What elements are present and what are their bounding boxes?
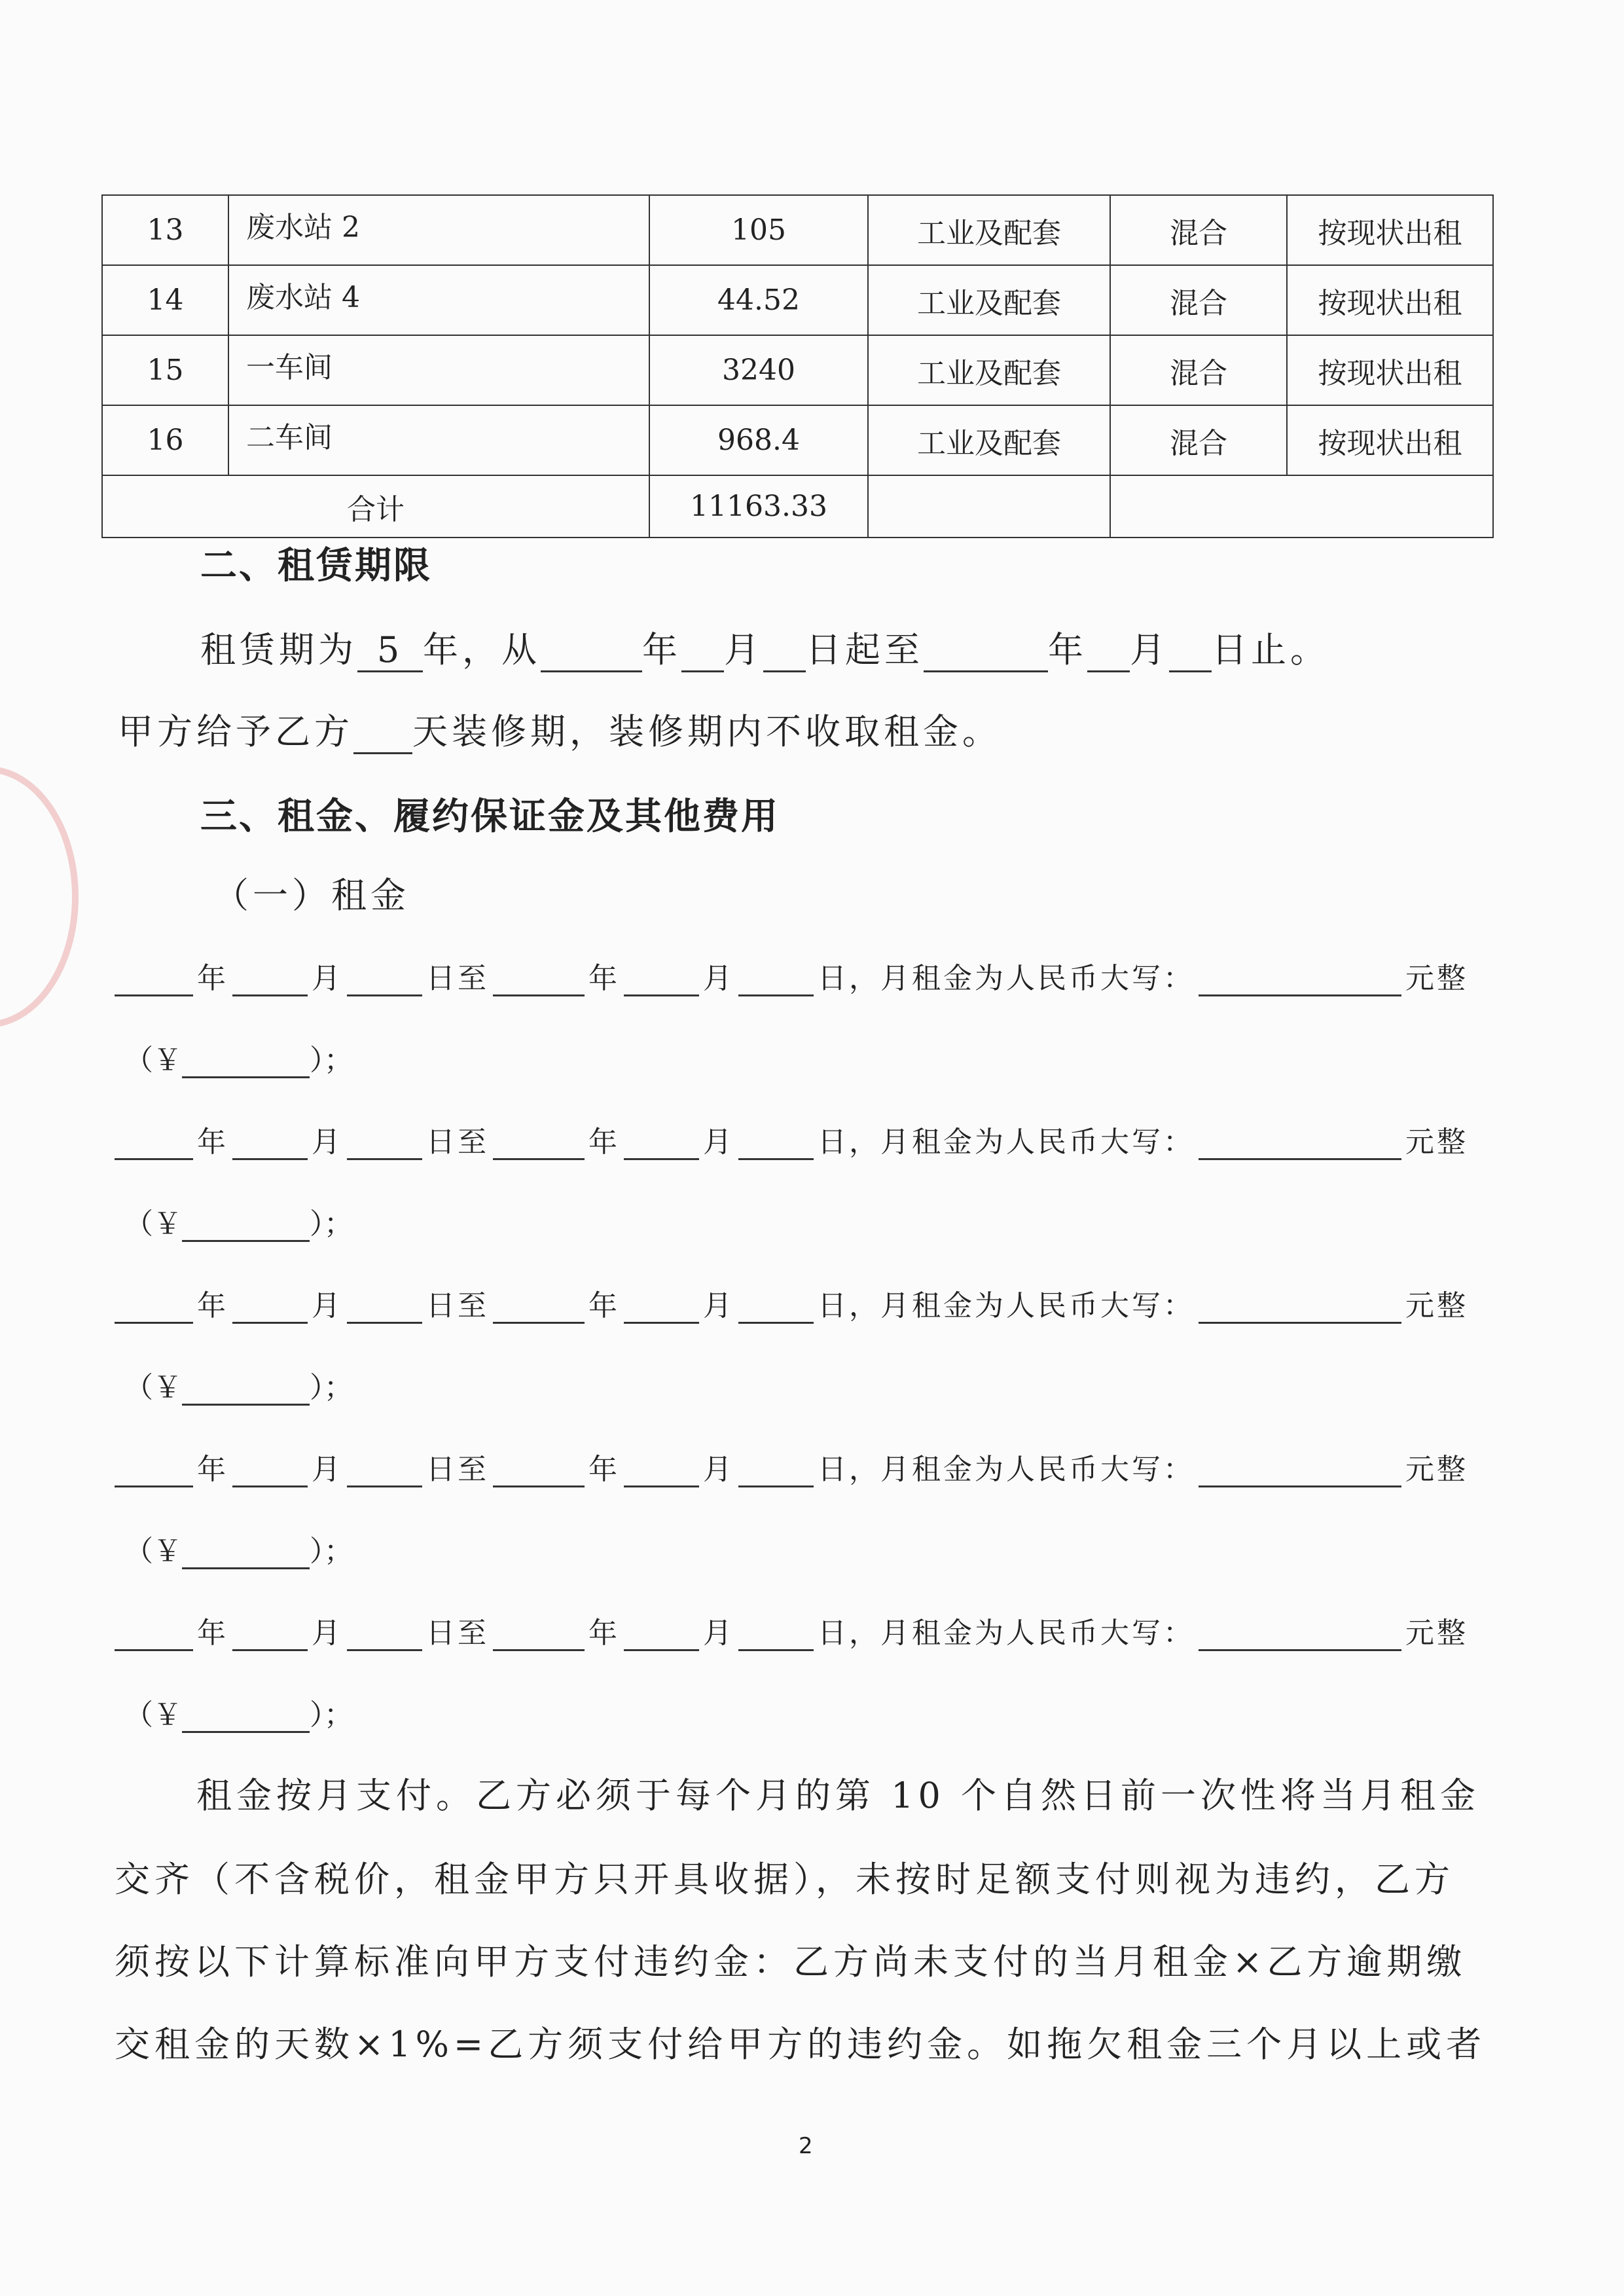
rent-period-line [115, 1285, 1506, 1324]
section-2-heading: 二、租赁期限 [200, 544, 432, 587]
rent-line-label: 日，月租金为人民币大写： [818, 1453, 1195, 1486]
rent-subheading: （一）租金 [213, 875, 410, 916]
fill-blank [1199, 964, 1401, 996]
area-cell: 3240 [649, 335, 868, 405]
fill-blank [115, 1292, 193, 1324]
usage-cell: 工业及配套 [868, 195, 1110, 265]
usage-cell: 工业及配套 [868, 335, 1110, 405]
rent-line-label: 年 [197, 1125, 228, 1159]
fill-blank [1199, 1128, 1401, 1160]
lease-method-cell: 按现状出租 [1287, 405, 1493, 475]
rent-line-label: 元整 [1405, 1289, 1468, 1322]
rent-line-label: 月 [703, 1289, 734, 1322]
rent-amount-line [124, 1530, 353, 1569]
section-3-heading: 三、租金、履约保证金及其他费用 [200, 795, 780, 838]
rent-period-line [115, 1448, 1506, 1487]
yen-open: （￥ [124, 1044, 182, 1077]
type-cell: 混合 [1110, 265, 1287, 335]
rent-line-label: 元整 [1405, 962, 1468, 995]
area-cell: 44.52 [649, 265, 868, 335]
seal-stamp-remnant [0, 766, 79, 1028]
fill-blank [493, 964, 585, 996]
lease-method-cell: 按现状出租 [1287, 265, 1493, 335]
fill-blank [1199, 1619, 1401, 1651]
rent-line-label: 日，月租金为人民币大写： [818, 962, 1195, 995]
start-year-blank [541, 638, 642, 672]
amount-blank [182, 1701, 310, 1733]
fill-blank [493, 1292, 585, 1324]
body-text-line: 交租金的天数×1%=乙方须支付给甲方的违约金。如拖欠租金三个月以上或者 [115, 2024, 1487, 2065]
start-day-label: 日起至 [806, 629, 924, 670]
area-cell: 105 [649, 195, 868, 265]
rent-line-label: 日至 [426, 1289, 489, 1322]
rent-line-label: 元整 [1405, 1125, 1468, 1159]
type-cell: 混合 [1110, 195, 1287, 265]
yen-close: ）； [310, 1207, 353, 1241]
yen-close: ）； [310, 1044, 353, 1077]
rent-line-label: 年 [588, 1616, 620, 1650]
end-month-blank [1087, 638, 1130, 672]
start-month-label: 月 [724, 629, 763, 670]
type-cell: 混合 [1110, 405, 1287, 475]
property-table [101, 194, 1494, 538]
lease-term-line [200, 622, 1329, 672]
fill-blank [738, 1619, 814, 1651]
rent-amount-line [124, 1366, 353, 1406]
type-cell: 混合 [1110, 335, 1287, 405]
row-number-cell: 16 [102, 405, 228, 475]
renovation-days-blank [353, 720, 412, 754]
amount-blank [182, 1537, 310, 1569]
yen-open: （￥ [124, 1371, 182, 1404]
row-number-cell: 15 [102, 335, 228, 405]
end-year-blank [924, 638, 1048, 672]
fill-blank [115, 1455, 193, 1487]
fill-blank [347, 1292, 422, 1324]
building-name-cell: 废水站 4 [228, 265, 649, 335]
building-name-cell: 一车间 [228, 335, 649, 405]
fill-blank [738, 964, 814, 996]
fill-blank [493, 1619, 585, 1651]
yen-open: （￥ [124, 1207, 182, 1241]
term-years: 5 [357, 629, 423, 672]
rent-line-label: 年 [197, 1453, 228, 1486]
fill-blank [115, 1128, 193, 1160]
row-number-cell: 13 [102, 195, 228, 265]
rent-line-label: 年 [588, 1289, 620, 1322]
start-month-blank [681, 638, 724, 672]
fill-blank [232, 1292, 308, 1324]
rent-line-label: 月 [312, 1453, 343, 1486]
rent-line-label: 月 [312, 1289, 343, 1322]
rent-line-label: 日至 [426, 962, 489, 995]
rent-line-label: 年 [588, 1125, 620, 1159]
start-year-label: 年 [642, 629, 681, 670]
building-name-cell: 二车间 [228, 405, 649, 475]
total-label: 合计 [102, 475, 649, 538]
body-text-line: 交齐（不含税价，租金甲方只开具收据），未按时足额支付则视为违约，乙方 [115, 1859, 1454, 1900]
fill-blank [738, 1292, 814, 1324]
rent-line-label: 月 [703, 1125, 734, 1159]
fill-blank [493, 1128, 585, 1160]
rent-line-label: 月 [703, 1616, 734, 1650]
fill-blank [232, 964, 308, 996]
fill-blank [232, 1128, 308, 1160]
yen-close: ）； [310, 1535, 353, 1568]
fill-blank [347, 1619, 422, 1651]
renovation-rest: 天装修期，装修期内不收取租金。 [412, 711, 1001, 752]
fill-blank [738, 1128, 814, 1160]
term-rest: 年，从 [423, 629, 541, 670]
fill-blank [624, 1619, 699, 1651]
table-row [102, 265, 1493, 335]
rent-period-line [115, 1612, 1506, 1651]
rent-line-label: 日，月租金为人民币大写： [818, 1125, 1195, 1159]
lease-method-cell: 按现状出租 [1287, 335, 1493, 405]
rent-period-line [115, 957, 1506, 996]
fill-blank [347, 1455, 422, 1487]
renovation-prefix: 甲方给予乙方 [118, 711, 353, 752]
yen-open: （￥ [124, 1535, 182, 1568]
rent-period-line [115, 1121, 1506, 1160]
rent-line-label: 月 [312, 1125, 343, 1159]
area-cell: 968.4 [649, 405, 868, 475]
rent-line-label: 元整 [1405, 1453, 1468, 1486]
term-prefix: 租赁期为 [200, 629, 357, 670]
building-name-cell: 废水站 2 [228, 195, 649, 265]
yen-close: ）； [310, 1371, 353, 1404]
total-empty-cell [868, 475, 1110, 538]
end-year-label: 年 [1048, 629, 1087, 670]
rent-amount-line [124, 1694, 353, 1733]
fill-blank [624, 964, 699, 996]
rent-amount-line [124, 1039, 353, 1078]
fill-blank [624, 1292, 699, 1324]
rent-line-label: 日至 [426, 1453, 489, 1486]
yen-open: （￥ [124, 1698, 182, 1732]
rent-line-label: 年 [197, 1289, 228, 1322]
rent-line-label: 日至 [426, 1616, 489, 1650]
rent-line-label: 月 [312, 962, 343, 995]
page-number: 2 [799, 2133, 813, 2159]
fill-blank [347, 964, 422, 996]
rent-line-label: 月 [703, 962, 734, 995]
row-number-cell: 14 [102, 265, 228, 335]
fill-blank [738, 1455, 814, 1487]
fill-blank [624, 1455, 699, 1487]
body-text-line: 租金按月支付。乙方必须于每个月的第 10 个自然日前一次性将当月租金 [196, 1775, 1481, 1816]
amount-blank [182, 1046, 310, 1078]
table-total-row [102, 475, 1493, 538]
rent-line-label: 日，月租金为人民币大写： [818, 1616, 1195, 1650]
table-row [102, 195, 1493, 265]
amount-blank [182, 1210, 310, 1242]
fill-blank [115, 1619, 193, 1651]
renovation-line [118, 704, 1001, 754]
total-empty-cell [1110, 475, 1493, 538]
rent-line-label: 年 [588, 962, 620, 995]
rent-amount-line [124, 1203, 353, 1242]
table-row [102, 335, 1493, 405]
lease-method-cell: 按现状出租 [1287, 195, 1493, 265]
rent-line-label: 日，月租金为人民币大写： [818, 1289, 1195, 1322]
amount-blank [182, 1374, 310, 1406]
fill-blank [624, 1128, 699, 1160]
yen-close: ）； [310, 1698, 353, 1732]
end-day-label: 日止。 [1212, 629, 1329, 670]
fill-blank [232, 1619, 308, 1651]
total-value: 11163.33 [649, 475, 868, 538]
fill-blank [1199, 1292, 1401, 1324]
end-day-blank [1169, 638, 1212, 672]
rent-line-label: 日至 [426, 1125, 489, 1159]
rent-line-label: 年 [197, 1616, 228, 1650]
usage-cell: 工业及配套 [868, 405, 1110, 475]
fill-blank [347, 1128, 422, 1160]
rent-line-label: 年 [197, 962, 228, 995]
rent-line-label: 月 [312, 1616, 343, 1650]
fill-blank [232, 1455, 308, 1487]
usage-cell: 工业及配套 [868, 265, 1110, 335]
table-row [102, 405, 1493, 475]
fill-blank [493, 1455, 585, 1487]
start-day-blank [763, 638, 806, 672]
fill-blank [115, 964, 193, 996]
rent-line-label: 元整 [1405, 1616, 1468, 1650]
rent-line-label: 年 [588, 1453, 620, 1486]
rent-line-label: 月 [703, 1453, 734, 1486]
fill-blank [1199, 1455, 1401, 1487]
body-text-line: 须按以下计算标准向甲方支付违约金：乙方尚未支付的当月租金×乙方逾期缴 [115, 1941, 1467, 1982]
end-month-label: 月 [1130, 629, 1169, 670]
